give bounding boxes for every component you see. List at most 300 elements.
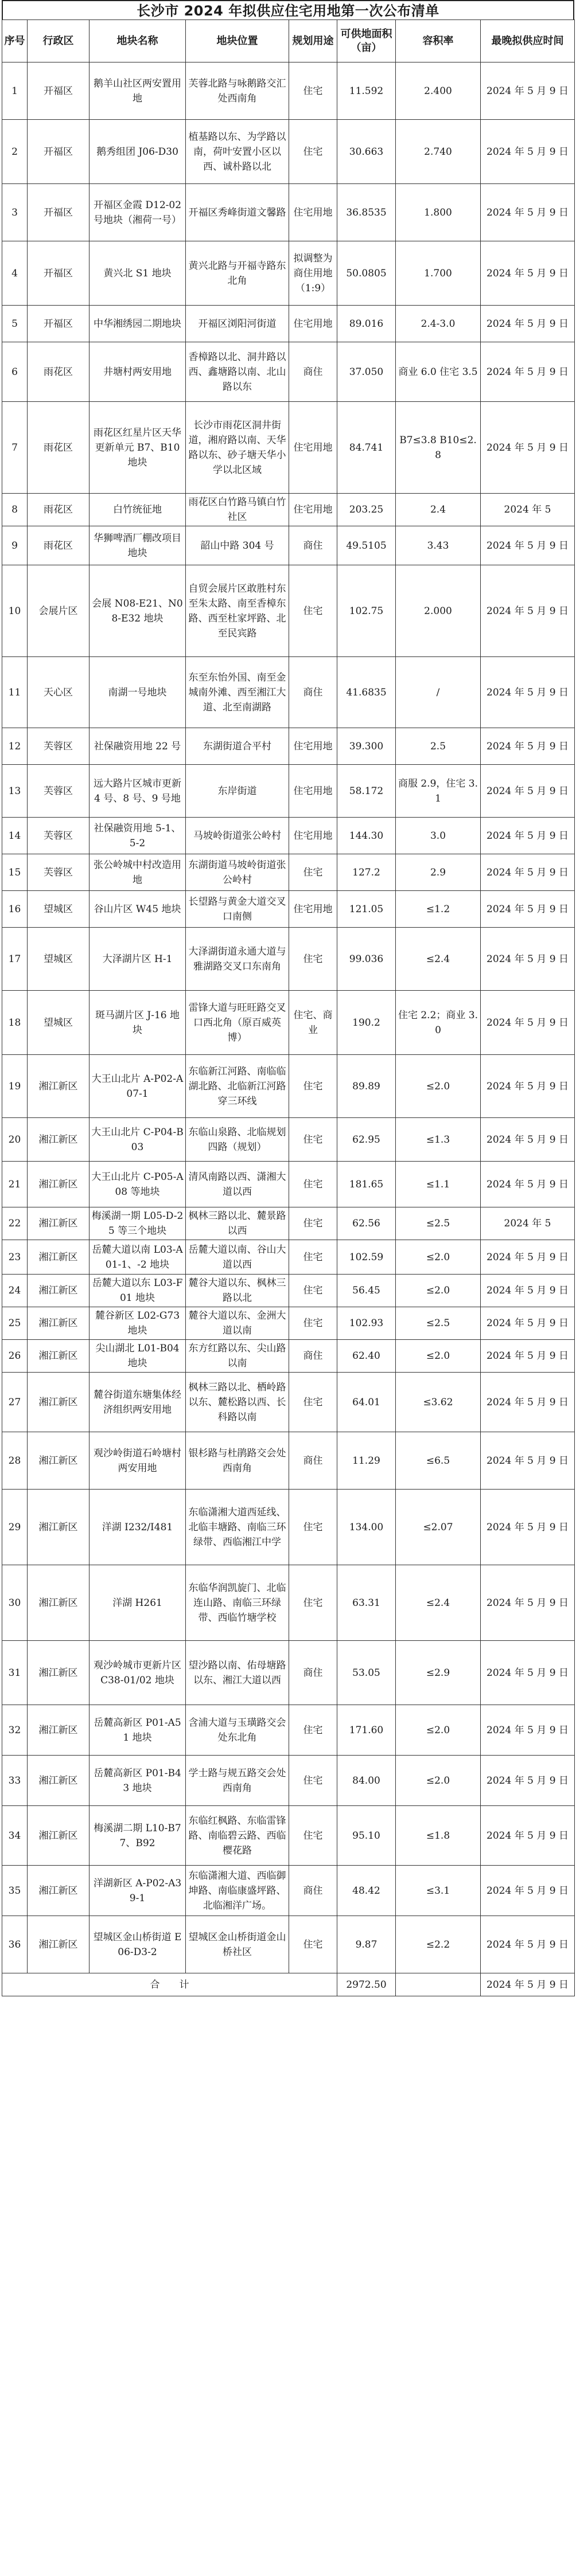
cell-name: 雨花区红星片区天华更新单元 B7、B10 地块 <box>89 402 186 494</box>
cell-usage: 商住 <box>289 1340 337 1373</box>
cell-name: 大泽湖片区 H-1 <box>89 928 186 991</box>
cell-date: 2024 年 5 月 9 日 <box>481 854 575 891</box>
cell-usage: 商住 <box>289 342 337 402</box>
cell-area: 36.8535 <box>337 184 396 241</box>
cell-name: 社保融资用地 22 号 <box>89 728 186 765</box>
cell-date: 2024 年 5 月 9 日 <box>481 891 575 928</box>
table-row <box>2 1490 575 1565</box>
cell-usage: 商住 <box>289 526 337 565</box>
cell-far: 住宅 2.2；商业 3.0 <box>396 991 481 1055</box>
cell-date: 2024 年 5 月 9 日 <box>481 1340 575 1373</box>
cell-date: 2024 年 5 月 9 日 <box>481 1162 575 1207</box>
cell-location: 含浦大道与玉璜路交会处东北角 <box>186 1705 289 1756</box>
cell-date: 2024 年 5 月 9 日 <box>481 1432 575 1490</box>
cell-district: 湘江新区 <box>28 1207 89 1240</box>
cell-district: 湘江新区 <box>28 1307 89 1340</box>
cell-district: 开福区 <box>28 62 89 120</box>
cell-district: 芙蓉区 <box>28 818 89 854</box>
cell-date: 2024 年 5 <box>481 494 575 526</box>
cell-area: 53.05 <box>337 1641 396 1705</box>
cell-location: 开福区浏阳河街道 <box>186 306 289 342</box>
cell-location: 植基路以东、为学路以南，荷叶安置小区以西、诚朴路以北 <box>186 120 289 184</box>
cell-date: 2024 年 5 月 9 日 <box>481 1916 575 1973</box>
cell-date: 2024 年 5 月 9 日 <box>481 991 575 1055</box>
cell-no: 3 <box>2 184 28 241</box>
cell-district: 雨花区 <box>28 402 89 494</box>
cell-district: 湘江新区 <box>28 1866 89 1916</box>
cell-area: 134.00 <box>337 1490 396 1565</box>
cell-location: 雨花区白竹路马镇白竹社区 <box>186 494 289 526</box>
cell-usage: 住宅用地 <box>289 891 337 928</box>
cell-area: 171.60 <box>337 1705 396 1756</box>
cell-date: 2024 年 5 月 9 日 <box>481 818 575 854</box>
cell-area: 102.93 <box>337 1307 396 1340</box>
cell-location: 东湖街道合平村 <box>186 728 289 765</box>
cell-location: 东临潇湘大道、西临御坤路、南临康盛坪路、北临湘洋广场。 <box>186 1866 289 1916</box>
cell-far: ≤1.3 <box>396 1118 481 1162</box>
cell-no: 36 <box>2 1916 28 1973</box>
cell-location: 黄兴北路与开福寺路东北角 <box>186 241 289 306</box>
cell-date: 2024 年 5 月 9 日 <box>481 306 575 342</box>
cell-far: 2.9 <box>396 854 481 891</box>
table-row <box>2 991 575 1055</box>
cell-far: ≤2.5 <box>396 1207 481 1240</box>
cell-name: 观沙岭街道石岭塘村两安用地 <box>89 1432 186 1490</box>
cell-date: 2024 年 5 月 9 日 <box>481 62 575 120</box>
cell-date: 2024 年 5 月 9 日 <box>481 402 575 494</box>
cell-name: 南湖一号地块 <box>89 657 186 728</box>
cell-district: 望城区 <box>28 928 89 991</box>
cell-location: 枫林三路以北、栖岭路以东、麓松路以西、长科路以南 <box>186 1373 289 1432</box>
cell-no: 32 <box>2 1705 28 1756</box>
cell-far: ≤1.1 <box>396 1162 481 1207</box>
cell-district: 湘江新区 <box>28 1118 89 1162</box>
cell-district: 雨花区 <box>28 342 89 402</box>
cell-date: 2024 年 5 月 9 日 <box>481 1565 575 1641</box>
table-row <box>2 402 575 494</box>
cell-usage: 住宅用地 <box>289 765 337 818</box>
cell-area: 89.016 <box>337 306 396 342</box>
document-title: 长沙市 2024 年拟供应住宅用地第一次公布清单 <box>2 0 574 19</box>
cell-usage: 住宅 <box>289 1055 337 1118</box>
cell-far: ≤2.0 <box>396 1275 481 1307</box>
cell-location: 东岸街道 <box>186 765 289 818</box>
cell-usage: 住宅 <box>289 1806 337 1866</box>
cell-name: 华狮啤酒厂棚改项目地块 <box>89 526 186 565</box>
cell-far: B7≤3.8 B10≤2.8 <box>396 402 481 494</box>
cell-name: 梅溪湖一期 L05-D-25 等三个地块 <box>89 1207 186 1240</box>
cell-date: 2024 年 5 月 9 日 <box>481 342 575 402</box>
cell-no: 14 <box>2 818 28 854</box>
cell-far: 2.000 <box>396 565 481 657</box>
cell-usage: 住宅 <box>289 120 337 184</box>
cell-name: 大王山北片 C-P05-A08 等地块 <box>89 1162 186 1207</box>
cell-far: ≤3.1 <box>396 1866 481 1916</box>
cell-no: 23 <box>2 1240 28 1275</box>
cell-district: 湘江新区 <box>28 1565 89 1641</box>
cell-district: 湘江新区 <box>28 1641 89 1705</box>
cell-no: 28 <box>2 1432 28 1490</box>
table-row <box>2 657 575 728</box>
cell-location: 自贸会展片区敢胜村东至朱太路、南至香樟东路、西至杜家坪路、北至民宾路 <box>186 565 289 657</box>
table-row <box>2 854 575 891</box>
cell-no: 8 <box>2 494 28 526</box>
cell-name: 洋湖 H261 <box>89 1565 186 1641</box>
land-supply-table <box>2 19 575 1996</box>
cell-location: 望城区金山桥街道金山桥社区 <box>186 1916 289 1973</box>
table-row <box>2 120 575 184</box>
cell-district: 望城区 <box>28 891 89 928</box>
cell-usage: 住宅 <box>289 1307 337 1340</box>
cell-area: 64.01 <box>337 1373 396 1432</box>
cell-far: 3.43 <box>396 526 481 565</box>
cell-location: 银杉路与杜鹃路交会处西南角 <box>186 1432 289 1490</box>
cell-district: 湘江新区 <box>28 1806 89 1866</box>
cell-name: 尖山湖北 L01-B04 地块 <box>89 1340 186 1373</box>
table-row <box>2 818 575 854</box>
table-row <box>2 1055 575 1118</box>
table-row <box>2 1565 575 1641</box>
cell-name: 张公岭城中村改造用地 <box>89 854 186 891</box>
cell-location: 岳麓大道以南、谷山大道以西 <box>186 1240 289 1275</box>
cell-name: 井塘村两安用地 <box>89 342 186 402</box>
cell-no: 24 <box>2 1275 28 1307</box>
cell-district: 湘江新区 <box>28 1162 89 1207</box>
cell-no: 27 <box>2 1373 28 1432</box>
cell-far: 2.5 <box>396 728 481 765</box>
cell-name: 望城区金山桥街道 E06-D3-2 <box>89 1916 186 1973</box>
cell-area: 84.741 <box>337 402 396 494</box>
table-row <box>2 1373 575 1432</box>
cell-location: 芙蓉北路与咏鹅路交汇处西南角 <box>186 62 289 120</box>
cell-district: 湘江新区 <box>28 1705 89 1756</box>
cell-far: ≤3.62 <box>396 1373 481 1432</box>
cell-date: 2024 年 5 月 9 日 <box>481 765 575 818</box>
cell-usage: 住宅 <box>289 1275 337 1307</box>
cell-district: 开福区 <box>28 241 89 306</box>
cell-date: 2024 年 5 月 9 日 <box>481 565 575 657</box>
cell-date: 2024 年 5 <box>481 1207 575 1240</box>
cell-far: ≤1.8 <box>396 1806 481 1866</box>
cell-usage: 住宅用地 <box>289 306 337 342</box>
cell-date: 2024 年 5 月 9 日 <box>481 241 575 306</box>
table-row <box>2 1916 575 1973</box>
cell-area: 30.663 <box>337 120 396 184</box>
cell-date: 2024 年 5 月 9 日 <box>481 1307 575 1340</box>
cell-location: 长望路与黄金大道交叉口南侧 <box>186 891 289 928</box>
cell-usage: 住宅 <box>289 1207 337 1240</box>
cell-no: 20 <box>2 1118 28 1162</box>
cell-district: 雨花区 <box>28 526 89 565</box>
table-row <box>2 306 575 342</box>
cell-date: 2024 年 5 月 9 日 <box>481 728 575 765</box>
cell-no: 16 <box>2 891 28 928</box>
cell-usage: 住宅 <box>289 1565 337 1641</box>
total-label: 合 计 <box>2 1973 337 1996</box>
table-row <box>2 1866 575 1916</box>
table-row <box>2 342 575 402</box>
cell-name: 白竹统征地 <box>89 494 186 526</box>
cell-far: ≤2.9 <box>396 1641 481 1705</box>
cell-area: 48.42 <box>337 1866 396 1916</box>
cell-area: 121.05 <box>337 891 396 928</box>
cell-date: 2024 年 5 月 9 日 <box>481 526 575 565</box>
cell-far: ≤2.07 <box>396 1490 481 1565</box>
cell-far: ≤2.4 <box>396 1565 481 1641</box>
cell-name: 远大路片区城市更新 4 号、8 号、9 号地 <box>89 765 186 818</box>
cell-area: 89.89 <box>337 1055 396 1118</box>
cell-far: 1.800 <box>396 184 481 241</box>
cell-usage: 商住 <box>289 1432 337 1490</box>
total-area: 2972.50 <box>337 1973 396 1996</box>
table-row <box>2 1705 575 1756</box>
cell-no: 17 <box>2 928 28 991</box>
cell-far: 1.700 <box>396 241 481 306</box>
cell-date: 2024 年 5 月 9 日 <box>481 1641 575 1705</box>
cell-usage: 住宅 <box>289 928 337 991</box>
cell-usage: 住宅用地 <box>289 818 337 854</box>
cell-name: 岳麓大道以东 L03-F01 地块 <box>89 1275 186 1307</box>
table-header-row <box>2 20 575 62</box>
cell-no: 29 <box>2 1490 28 1565</box>
cell-name: 麓谷街道东塘集体经济组织两安用地 <box>89 1373 186 1432</box>
cell-no: 4 <box>2 241 28 306</box>
cell-name: 洋湖 I232/I481 <box>89 1490 186 1565</box>
cell-far: / <box>396 657 481 728</box>
cell-district: 湘江新区 <box>28 1490 89 1565</box>
cell-usage: 住宅 <box>289 1916 337 1973</box>
cell-no: 31 <box>2 1641 28 1705</box>
cell-usage: 商住 <box>289 1641 337 1705</box>
cell-location: 东临华润凯旋门、北临连山路、南临三环绿带、西临竹塘学校 <box>186 1565 289 1641</box>
cell-location: 雷锋大道与旺旺路交叉口西北角（原百威英博） <box>186 991 289 1055</box>
table-body <box>2 62 575 1973</box>
table-row <box>2 62 575 120</box>
cell-usage: 商住 <box>289 657 337 728</box>
cell-location: 东临潇湘大道西延线、北临丰塘路、南临三环绿带、西临湘江中学 <box>186 1490 289 1565</box>
cell-name: 梅溪湖二期 L10-B77、B92 <box>89 1806 186 1866</box>
cell-no: 11 <box>2 657 28 728</box>
cell-name: 谷山片区 W45 地块 <box>89 891 186 928</box>
header-district: 行政区 <box>28 20 89 62</box>
table-row <box>2 241 575 306</box>
table-row <box>2 1432 575 1490</box>
cell-far: 2.4-3.0 <box>396 306 481 342</box>
cell-usage: 住宅 <box>289 1490 337 1565</box>
cell-area: 37.050 <box>337 342 396 402</box>
cell-date: 2024 年 5 月 9 日 <box>481 657 575 728</box>
cell-no: 5 <box>2 306 28 342</box>
header-no: 序号 <box>2 20 28 62</box>
cell-district: 开福区 <box>28 184 89 241</box>
cell-location: 东至东怡外国、南至金城南外滩、西至湘江大道、北至南湖路 <box>186 657 289 728</box>
cell-usage: 住宅 <box>289 1373 337 1432</box>
cell-usage: 住宅用地 <box>289 184 337 241</box>
cell-district: 芙蓉区 <box>28 765 89 818</box>
cell-location: 长沙市雨花区洞井街道，湘府路以南、天华路以东、砂子塘天华小学以北区域 <box>186 402 289 494</box>
cell-name: 鹅秀组团 J06-D30 <box>89 120 186 184</box>
cell-area: 9.87 <box>337 1916 396 1973</box>
cell-area: 62.56 <box>337 1207 396 1240</box>
cell-area: 11.29 <box>337 1432 396 1490</box>
cell-location: 清风南路以西、潇湘大道以西 <box>186 1162 289 1207</box>
cell-district: 湘江新区 <box>28 1340 89 1373</box>
cell-area: 49.5105 <box>337 526 396 565</box>
cell-no: 21 <box>2 1162 28 1207</box>
cell-district: 湘江新区 <box>28 1432 89 1490</box>
cell-name: 岳麓大道以南 L03-A01-1、-2 地块 <box>89 1240 186 1275</box>
cell-date: 2024 年 5 月 9 日 <box>481 1118 575 1162</box>
table-row <box>2 1118 575 1162</box>
table-row <box>2 1162 575 1207</box>
table-row <box>2 494 575 526</box>
cell-name: 鹅羊山社区两安置用地 <box>89 62 186 120</box>
cell-name: 中华湘绣园二期地块 <box>89 306 186 342</box>
cell-date: 2024 年 5 月 9 日 <box>481 928 575 991</box>
cell-usage: 住宅 <box>289 1240 337 1275</box>
cell-far: 商业 6.0 住宅 3.5 <box>396 342 481 402</box>
cell-area: 62.40 <box>337 1340 396 1373</box>
cell-area: 39.300 <box>337 728 396 765</box>
cell-area: 11.592 <box>337 62 396 120</box>
cell-location: 东临红枫路、东临雷锋路、南临碧云路、西临樱花路 <box>186 1806 289 1866</box>
cell-no: 10 <box>2 565 28 657</box>
table-row <box>2 1240 575 1275</box>
cell-area: 102.75 <box>337 565 396 657</box>
cell-no: 9 <box>2 526 28 565</box>
header-far: 容积率 <box>396 20 481 62</box>
table-row <box>2 184 575 241</box>
table-row <box>2 1307 575 1340</box>
cell-far: ≤2.5 <box>396 1307 481 1340</box>
cell-location: 开福区秀峰街道文馨路 <box>186 184 289 241</box>
header-usage: 规划用途 <box>289 20 337 62</box>
table-row <box>2 728 575 765</box>
cell-usage: 住宅 <box>289 1756 337 1806</box>
cell-location: 麓谷大道以东、枫林三路以北 <box>186 1275 289 1307</box>
cell-usage: 商住 <box>289 1866 337 1916</box>
cell-date: 2024 年 5 月 9 日 <box>481 1275 575 1307</box>
cell-name: 大王山北片 C-P04-B03 <box>89 1118 186 1162</box>
cell-district: 湘江新区 <box>28 1916 89 1973</box>
cell-usage: 住宅 <box>289 1705 337 1756</box>
cell-district: 湘江新区 <box>28 1240 89 1275</box>
cell-date: 2024 年 5 月 9 日 <box>481 1756 575 1806</box>
cell-area: 203.25 <box>337 494 396 526</box>
cell-far: 2.740 <box>396 120 481 184</box>
cell-date: 2024 年 5 月 9 日 <box>481 1705 575 1756</box>
cell-area: 102.59 <box>337 1240 396 1275</box>
cell-far: 2.4 <box>396 494 481 526</box>
cell-no: 12 <box>2 728 28 765</box>
total-date: 2024 年 5 月 9 日 <box>481 1973 575 1996</box>
cell-name: 岳麓高新区 P01-B43 地块 <box>89 1756 186 1806</box>
cell-name: 岳麓高新区 P01-A51 地块 <box>89 1705 186 1756</box>
cell-area: 84.00 <box>337 1756 396 1806</box>
cell-district: 开福区 <box>28 306 89 342</box>
table-row <box>2 565 575 657</box>
cell-no: 25 <box>2 1307 28 1340</box>
cell-no: 1 <box>2 62 28 120</box>
cell-name: 洋湖新区 A-P02-A39-1 <box>89 1866 186 1916</box>
cell-location: 学士路与规五路交会处西南角 <box>186 1756 289 1806</box>
cell-usage: 拟调整为商住用地（1:9） <box>289 241 337 306</box>
cell-area: 41.6835 <box>337 657 396 728</box>
cell-no: 22 <box>2 1207 28 1240</box>
cell-usage: 住宅用地 <box>289 494 337 526</box>
header-date: 最晚拟供应时间 <box>481 20 575 62</box>
cell-date: 2024 年 5 月 9 日 <box>481 1240 575 1275</box>
cell-district: 会展片区 <box>28 565 89 657</box>
cell-district: 芙蓉区 <box>28 728 89 765</box>
cell-far: ≤6.5 <box>396 1432 481 1490</box>
cell-far: ≤2.0 <box>396 1340 481 1373</box>
table-row <box>2 1275 575 1307</box>
cell-name: 斑马湖片区 J-16 地块 <box>89 991 186 1055</box>
cell-date: 2024 年 5 月 9 日 <box>481 1806 575 1866</box>
cell-area: 190.2 <box>337 991 396 1055</box>
cell-no: 7 <box>2 402 28 494</box>
cell-usage: 住宅 <box>289 565 337 657</box>
cell-far: ≤1.2 <box>396 891 481 928</box>
cell-name: 麓谷新区 L02-G73 地块 <box>89 1307 186 1340</box>
cell-area: 99.036 <box>337 928 396 991</box>
cell-location: 韶山中路 304 号 <box>186 526 289 565</box>
cell-district: 湘江新区 <box>28 1275 89 1307</box>
table-row <box>2 928 575 991</box>
cell-far: ≤2.4 <box>396 928 481 991</box>
cell-no: 30 <box>2 1565 28 1641</box>
cell-far: ≤2.2 <box>396 1916 481 1973</box>
header-location: 地块位置 <box>186 20 289 62</box>
table-row <box>2 891 575 928</box>
cell-date: 2024 年 5 月 9 日 <box>481 1866 575 1916</box>
cell-area: 58.172 <box>337 765 396 818</box>
cell-district: 开福区 <box>28 120 89 184</box>
cell-location: 麓谷大道以东、金洲大道以南 <box>186 1307 289 1340</box>
header-name: 地块名称 <box>89 20 186 62</box>
cell-usage: 住宅 <box>289 1118 337 1162</box>
cell-no: 18 <box>2 991 28 1055</box>
cell-district: 湘江新区 <box>28 1756 89 1806</box>
total-row <box>2 1973 575 1996</box>
cell-area: 50.0805 <box>337 241 396 306</box>
cell-no: 19 <box>2 1055 28 1118</box>
cell-name: 开福区金霞 D12-02 号地块（湘荷一号） <box>89 184 186 241</box>
cell-location: 东临新江河路、南临临湖北路、北临新江河路穿三环线 <box>186 1055 289 1118</box>
cell-no: 2 <box>2 120 28 184</box>
cell-name: 观沙岭城市更新片区 C38-01/02 地块 <box>89 1641 186 1705</box>
cell-district: 雨花区 <box>28 494 89 526</box>
cell-usage: 住宅用地 <box>289 728 337 765</box>
cell-far: ≤2.0 <box>396 1055 481 1118</box>
cell-date: 2024 年 5 月 9 日 <box>481 120 575 184</box>
table-row <box>2 526 575 565</box>
cell-far: ≤2.0 <box>396 1756 481 1806</box>
cell-district: 湘江新区 <box>28 1373 89 1432</box>
cell-location: 马坡岭街道张公岭村 <box>186 818 289 854</box>
cell-district: 湘江新区 <box>28 1055 89 1118</box>
cell-no: 6 <box>2 342 28 402</box>
cell-area: 181.65 <box>337 1162 396 1207</box>
cell-usage: 住宅 <box>289 1162 337 1207</box>
cell-date: 2024 年 5 月 9 日 <box>481 184 575 241</box>
cell-area: 62.95 <box>337 1118 396 1162</box>
cell-usage: 住宅 <box>289 854 337 891</box>
cell-usage: 住宅用地 <box>289 402 337 494</box>
cell-far: 3.0 <box>396 818 481 854</box>
cell-area: 127.2 <box>337 854 396 891</box>
